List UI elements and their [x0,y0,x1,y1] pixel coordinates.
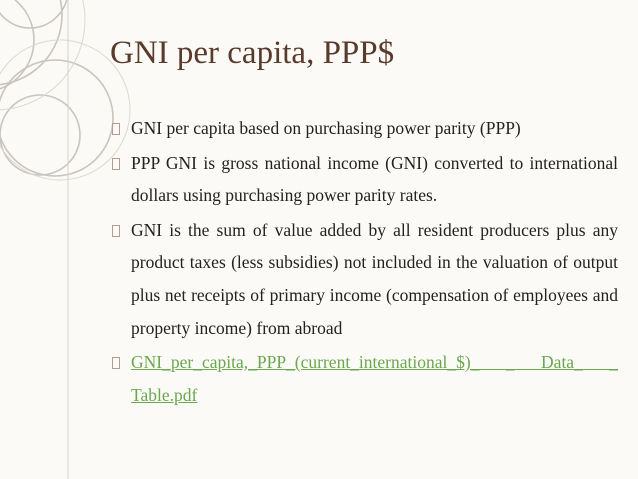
bullet-item [110,346,618,411]
bullet-item [110,147,618,212]
bullet-marker-icon [112,225,120,237]
bullet-text: GNI is the sum of value added by all resident producers plus any product taxes (less subsidies) not included in the valuation of output plus net receipts of primary income (compensation of employees and property income) from abroad [131,219,618,338]
bullet-marker-icon [112,158,120,170]
pdf-link[interactable]: GNI_per_capita,_PPP_(current_international_$)_ _ Data_ _ Table.pdf [131,352,618,405]
bullet-list [110,112,618,411]
bullet-marker-icon [112,357,120,369]
bullet-item [110,214,618,344]
slide-title: GNI per capita, PPP$ [110,35,395,71]
bullet-text: PPP GNI is gross national income (GNI) converted to international dollars using purchasing power parity rates. [131,152,618,206]
bullet-marker-icon [112,123,120,135]
bullet-text: GNI per capita based on purchasing power parity (PPP) [131,118,521,138]
bullet-item [110,112,618,145]
